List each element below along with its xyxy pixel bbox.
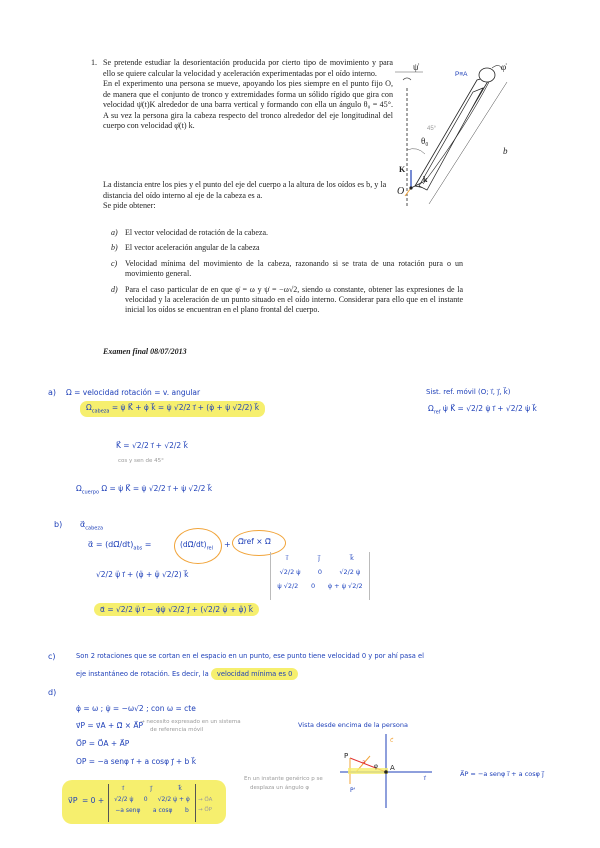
label-K: K [399, 165, 406, 174]
determinant-b: ı⃗ ȷ⃗ k⃗ √2/2 ψ̇ 0 √2/2 ψ̇ ψ̇ √2/2 0 φ̇ + ψ̇ √2/2 [270, 552, 370, 600]
problem-paragraph-1: Se pretende estudiar la desorientación producida por cierto tipo de movimiento y para ello se quiere calcular la velocidad y aceleración experimentadas por el oído interno. [103, 58, 393, 78]
d-equation-2-note-1: → necesito expresado en un sistema [140, 719, 241, 725]
omega-head-equation: = ψ̇ K⃗ + φ̇ k⃗ = ψ̇ √2/2 ı⃗ + (φ̇ + ψ̇ √2/2) k⃗ [111, 403, 260, 412]
min-velocity-highlight: velocidad mínima es 0 [211, 668, 298, 680]
diagram-i: ı⃗ [424, 775, 426, 782]
problem-statement [91, 58, 393, 132]
problem-paragraph-2: En el experimento una persona se mueve, apoyando los pies siempre en el punto fijo O, de manera que el conjunto de tronco y extremidades forma un sólido rígido que gira con velocidad ψ̇(t)K alrededor de una barra vertical y formando con ella un ángulo θ₀ = 45°. A su vez la persona gira la cabeza respecto del tronco alrededor del eje longitudinal del cuerpo con velocidad φ̇(t) k. [103, 79, 393, 130]
label-phi: φ̇ [501, 62, 507, 72]
omega-head-symbol: Ω [86, 403, 92, 412]
cross-product: Ω⃗ref × Ω⃗ [238, 537, 271, 546]
diagram-a: a [362, 759, 366, 766]
generic-instant-note-2: desplaza un ángulo φ [250, 785, 309, 791]
label-p-eq-a: P≡A [455, 71, 468, 78]
problem-continued [103, 180, 403, 212]
note-c-text-1: Son 2 rotaciones que se cortan en el espacio en un punto, ese punto tiene velocidad 0 y por ahí pasa el [76, 652, 424, 660]
note-a-title: Ω = velocidad rotación = v. angular [66, 388, 201, 397]
problem-paragraph-4: Se pide obtener: [103, 201, 156, 210]
label-O: O [397, 186, 405, 197]
omega-head-highlight [80, 401, 265, 417]
vp-side-note-1: → O⃗A [198, 797, 213, 803]
alpha-result-highlight: α⃗ = √2/2 ψ̈ ı⃗ − φ̇ψ̇ √2/2 ȷ⃗ + (√2/2 ψ̈ + φ̈) k⃗ [94, 603, 259, 616]
label-angle: 45° [427, 126, 437, 132]
d-equation-2-note-2: de referencia móvil [150, 727, 204, 733]
question-item: b) El vector aceleración angular de la cabeza [111, 243, 260, 253]
note-c-label: c) [48, 652, 56, 661]
vp-equals: = 0 + [82, 796, 105, 805]
vp-label: v⃗P [68, 796, 78, 805]
d-equation-1: φ̇ = ω ; ψ̇ = −ω√2 ; con ω = cte [76, 704, 196, 713]
diagram-phi: φ [374, 763, 378, 770]
label-k: k [423, 175, 428, 184]
view-from-above-note: Vista desde encima de la persona [298, 721, 408, 729]
note-b-label: b) [54, 520, 63, 529]
d-equation-4: OP = −a senφ ı⃗ + a cosφ ȷ⃗ + b k⃗ [76, 757, 197, 766]
d-equation-2: v⃗P = v⃗A + Ω⃗ × A⃗P [76, 721, 144, 730]
top-view-diagram [336, 734, 436, 814]
diagram-pprime: P' [350, 787, 356, 794]
diagram-c: c⃗ [390, 737, 394, 744]
note-a-label: a) [48, 388, 57, 397]
label-psi: ψ̇ [413, 62, 419, 72]
omega-head-sub: cabeza [91, 408, 110, 415]
exam-date: Examen final 08/07/2013 [103, 347, 187, 356]
label-b: b [503, 146, 508, 156]
problem-number: 1. [91, 58, 98, 67]
question-item: a) El vector velocidad de rotación de la cabeza. [111, 228, 269, 237]
AP-vector: A⃗P = −a senφ ı⃗ + a cosφ ȷ⃗ [460, 770, 544, 778]
determinant-vp: ı⃗ ȷ⃗ k⃗ √2/2 ψ̇ 0 √2/2 ψ̇ + φ̇ −a senφ a cosφ b [108, 784, 196, 822]
note-ref-title: Sist. ref. móvil (O; ı⃗, ȷ⃗, k⃗) [426, 388, 511, 396]
relative-derivative: $(d\Omega⃗/dt)_{rel}$ [180, 540, 213, 552]
question-item: d) Para el caso particular de en que φ̇ = ω y ψ̇ = −ω√2, siendo ω constante, obtener las expresiones de la velocidad y la aceleración de un punto situado en el oído interno. Considerar para ello que en el instante inicial los oídos se encuentran en el plano frontal del cuerpo. [111, 284, 463, 315]
problem-paragraph-3: La distancia entre los pies y el punto del eje del cuerpo a la altura de los oídos es b, y la distancia del oído interno al eje de la cabeza es a. [103, 180, 387, 200]
diagram-P: P [344, 752, 349, 760]
question-list [111, 228, 463, 321]
K-decomposition: K⃗ = √2/2 ı⃗ + √2/2 k⃗ [116, 441, 188, 450]
note-c-text-2: eje instantáneo de rotación. Es decir, la velocidad mínima es 0 [76, 670, 298, 678]
label-theta: θ₀ [421, 136, 429, 146]
plus-sign: + [224, 540, 231, 549]
diagram-A: A [390, 764, 395, 772]
relative-derivative-result: √2/2 ψ̈ ı⃗ + (φ̈ + ψ̈ √2/2) k⃗ [96, 570, 189, 579]
d-equation-3: O⃗P = O⃗A + A⃗P [76, 739, 130, 748]
vp-side-note-2: → O⃗P [198, 807, 213, 813]
note-d-label: d) [48, 688, 57, 697]
note-b-title: $\alpha⃗_{cabeza}$ [80, 520, 104, 532]
generic-instant-note-1: En un instante genérico p se [244, 776, 323, 782]
question-item: c) Velocidad mínima del movimiento de la cabeza, razonando si se trata de una rotación pura o un movimiento general. [111, 258, 463, 279]
omega-ref-equation: $\Omega_{ref}$ ψ̇ K⃗ = √2/2 ψ̇ ı⃗ + √2/2 ψ̇ k⃗ [428, 404, 537, 416]
cos-sin-note: cos y sen de 45° [118, 458, 164, 464]
body-diagram [395, 58, 595, 218]
alpha-definition: α⃗ = $(d\Omega⃗/dt)_{abs}$ = [88, 540, 152, 552]
omega-body-equation: $\Omega_{cuerpo}$ Ω = ψ̇ K⃗ = ψ̇ √2/2 ı⃗ + ψ̇ √2/2 k⃗ [76, 484, 213, 496]
